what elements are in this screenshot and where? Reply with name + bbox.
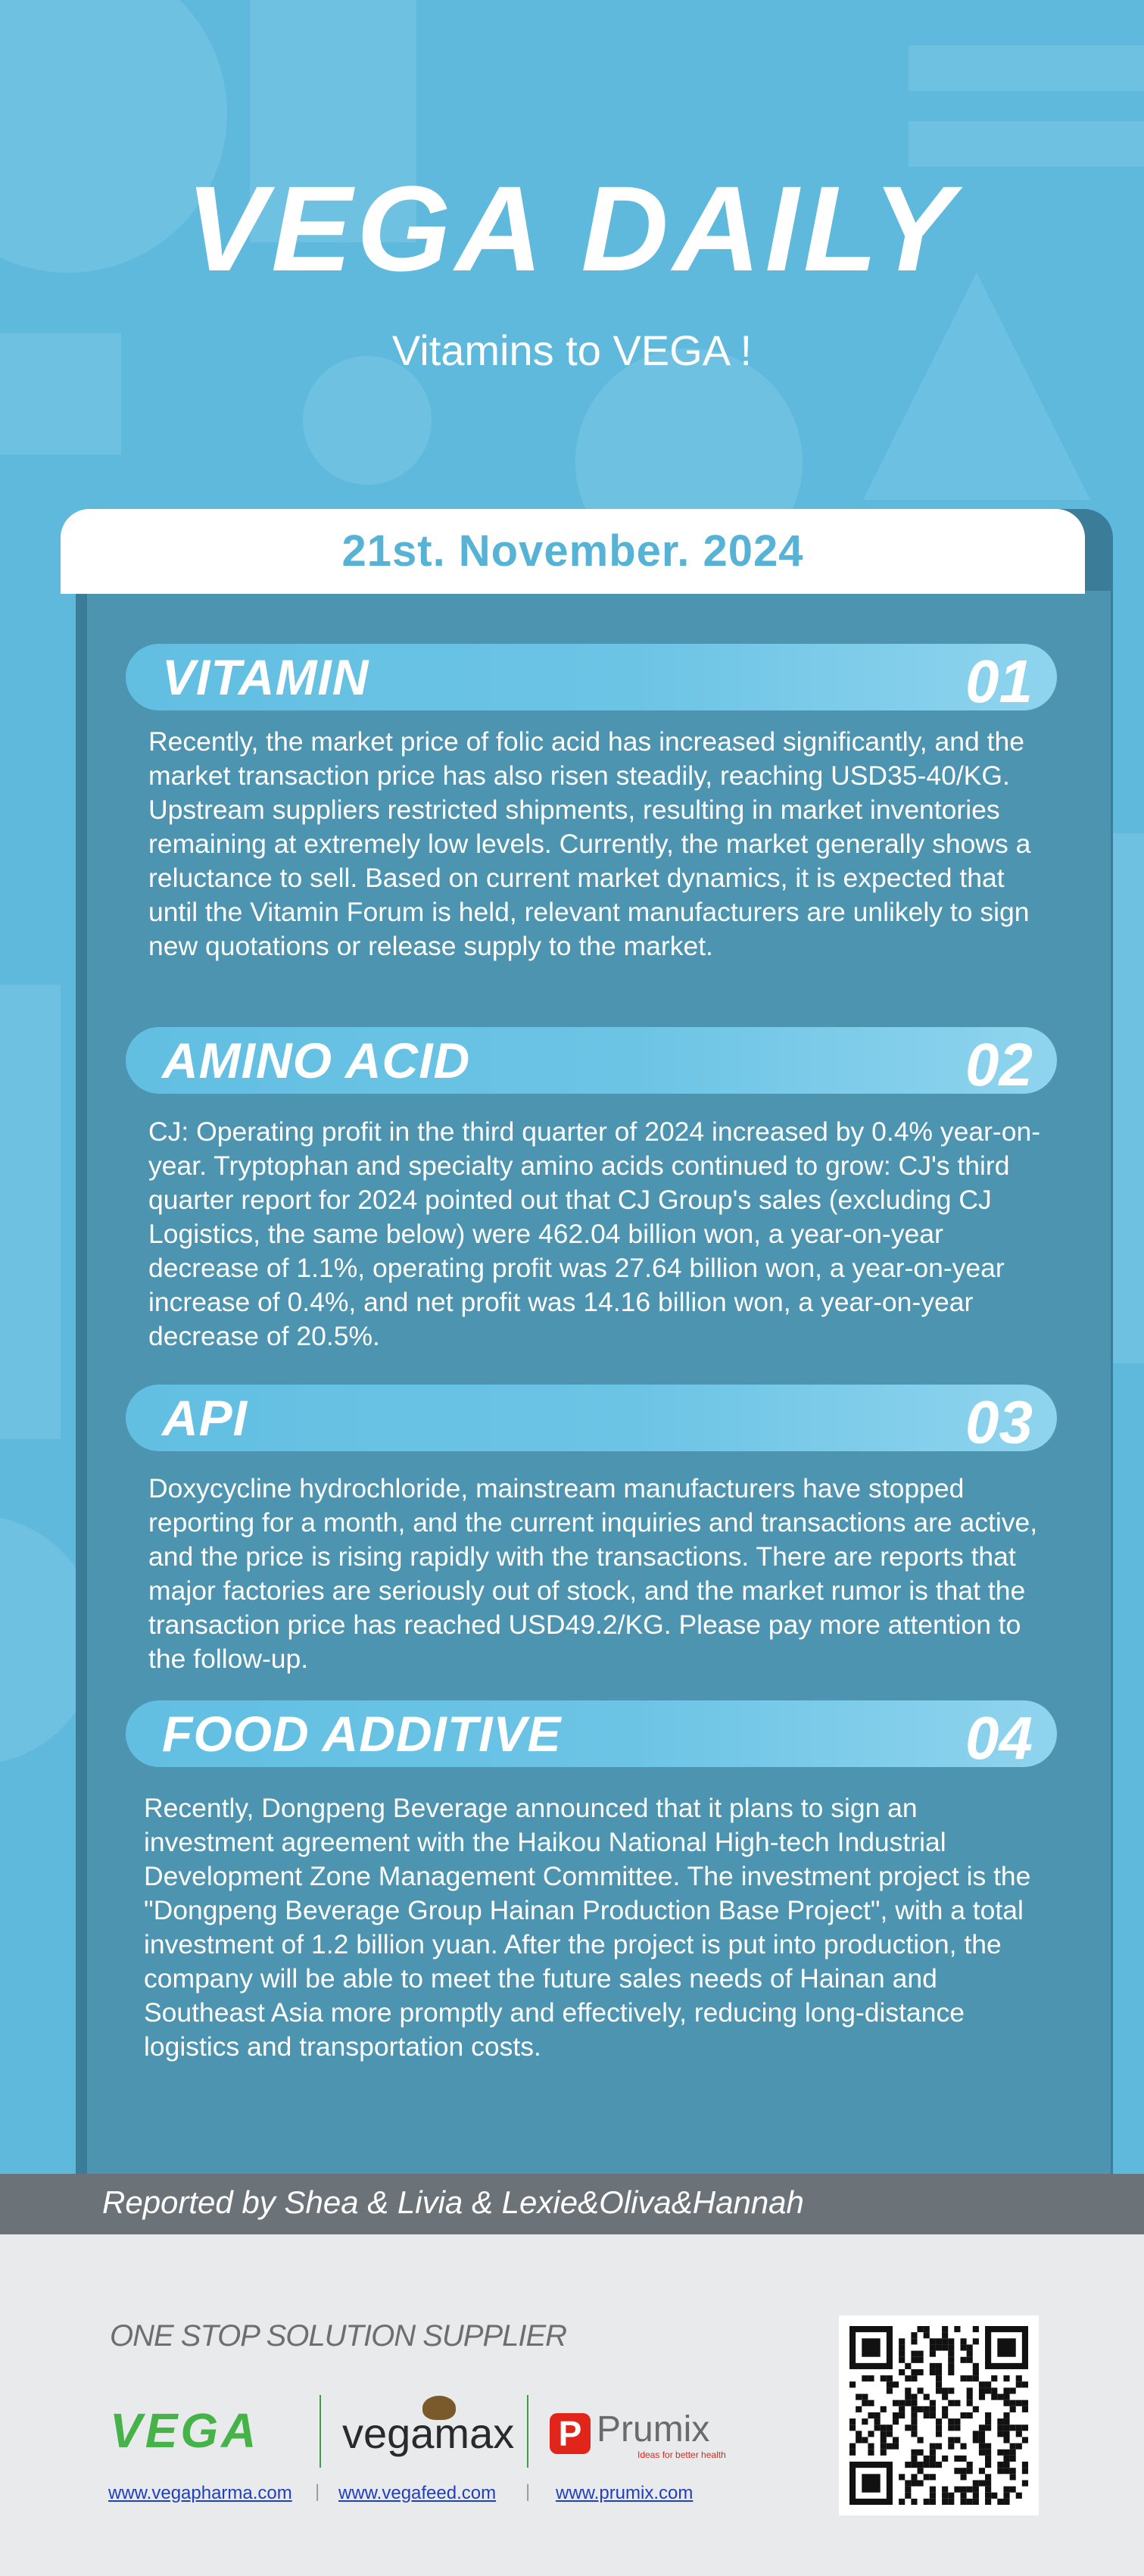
decor-circle <box>303 356 432 485</box>
logo-divider <box>320 2395 321 2468</box>
reporter-band <box>0 2174 1144 2234</box>
section-title: VITAMIN <box>162 649 369 705</box>
issue-date: 21st. November. 2024 <box>61 509 1085 594</box>
link-vegafeed[interactable]: www.vegafeed.com <box>338 2483 497 2503</box>
footer-tagline: ONE STOP SOLUTION SUPPLIER <box>110 2319 567 2353</box>
section-number: 03 <box>965 1388 1033 1456</box>
footer <box>0 2234 1144 2576</box>
section-body-food-additive: Recently, Dongpeng Beverage announced that it plans to sign an investment agreement with the Haikou National High-tech Industrial Development Zone Management Committee. The investment project is the "Dongpeng Beverage Group Hainan Production Base Project", with a total investment of 1.2 billion yuan. After the project is put into production, the company will be able to meet the future sales needs of Hainan and Southeast Asia more promptly and effectively, reducing long-distance logistics and transportation costs. <box>144 1793 1031 2062</box>
prumix-mark-icon: P <box>550 2413 591 2454</box>
logo-divider <box>527 2395 528 2468</box>
decor-bar <box>909 45 1144 91</box>
section-body-amino-acid: CJ: Operating profit in the third quarter of 2024 increased by 0.4% year-on-year. Tryptophan and specialty amino acids continued to grow: CJ's third quarter report for 2024 pointed out that CJ Group's sales (excluding CJ Logistics, the same below) were 462.04 billion won, a year-on-year decrease of 1.1%, operating profit was 27.64 billion won, a year-on-year increase of 0.4%, and net profit was 14.16 billion won, a year-on-year decrease of 20.5%. <box>148 1116 1041 1351</box>
section-body-vitamin: Recently, the market price of folic acid has increased significantly, and the market transaction price has also risen steadily, reaching USD35-40/KG. Upstream suppliers restricted shipments, resulting in market inventories remaining at extremely low levels. Currently, the market generally shows a reluctance to sell. Based on current market dynamics, it is expected that until the Vitamin Forum is held, relevant manufacturers are unlikely to sign new quotations or release supply to the market. <box>148 726 1031 961</box>
link-vegapharma[interactable]: www.vegapharma.com <box>108 2483 292 2503</box>
section-header-vitamin <box>126 644 1057 715</box>
vegamax-logo: vegamax <box>342 2409 515 2457</box>
decor-triangle <box>863 273 1090 500</box>
section-body-api: Doxycycline hydrochloride, mainstream manufacturers have stopped reporting for a month, and the current inquiries and transactions are active, and the price is rising rapidly with the transactions. There are reports that major factories are seriously out of stock, and the market rumor is that the transaction price has reached USD49.2/KG. Please pay more attention to the follow-up. <box>148 1473 1038 1674</box>
page-subtitle: Vitamins to VEGA ! <box>391 326 753 374</box>
section-number: 02 <box>965 1031 1033 1098</box>
section-title: API <box>162 1390 248 1446</box>
vega-logo: VEGA <box>110 2403 260 2458</box>
link-separator: | <box>525 2481 531 2502</box>
section-number: 01 <box>965 648 1033 715</box>
decor-bar <box>0 985 61 1439</box>
section-header-api <box>126 1385 1057 1456</box>
link-separator: | <box>315 2481 320 2502</box>
section-title: AMINO ACID <box>162 1032 471 1088</box>
page-title: VEGA DAILY <box>185 161 959 296</box>
section-header-amino-acid <box>126 1027 1057 1098</box>
qr-code <box>839 2315 1039 2515</box>
reporter-credits: Reported by Shea & Livia & Lexie&Oliva&Hannah <box>102 2184 804 2220</box>
section-number: 04 <box>965 1704 1033 1772</box>
section-header-food-additive <box>126 1700 1057 1772</box>
section-title: FOOD ADDITIVE <box>162 1706 562 1762</box>
qr-code-icon <box>849 2326 1028 2505</box>
prumix-slogan: Ideas for better health <box>637 2450 726 2460</box>
prumix-logo: Prumix <box>597 2409 710 2450</box>
link-prumix[interactable]: www.prumix.com <box>556 2483 694 2503</box>
